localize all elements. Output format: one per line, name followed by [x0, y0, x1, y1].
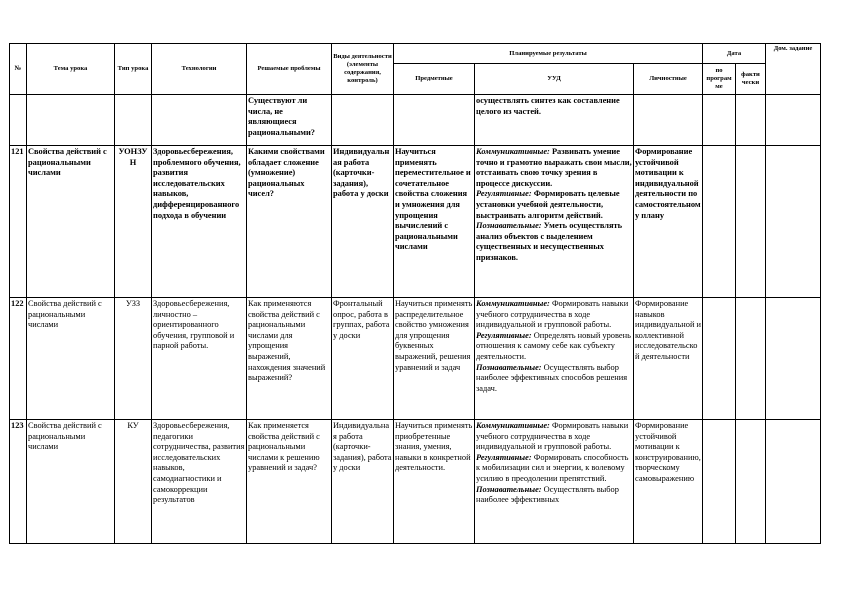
- personal-cell: Формирование устойчивой мотивации к индивидуальной деятельности по самостоятельному плану: [634, 146, 703, 298]
- problems-cell: Как применяются свойства действий с рациональными числами для упрощения выражений, нахождения значений выражений?: [247, 298, 332, 420]
- activity-cell: Индивидуальная работа (карточки-задания), работа у доски: [332, 146, 394, 298]
- row-number: 122: [10, 298, 27, 420]
- problems-cell: Как применяется свойства действий с рациональными числами к решению уравнений и задач?: [247, 420, 332, 544]
- header-fact: факти чески: [736, 64, 766, 95]
- table-row: [10, 146, 821, 298]
- personal-cell: Формирование устойчивой мотивации к конструированию, творческому самовыражению: [634, 420, 703, 544]
- header-num: №: [10, 44, 27, 95]
- activity-cell: Индивидуальная работа (карточки-задания), работа у доски: [332, 420, 394, 544]
- header-tech: Технологии: [152, 44, 247, 95]
- row-number: 123: [10, 420, 27, 544]
- tech-cell: Здоровьесбережения, педагогики сотрудничества, развития исследовательских навыков, самодиагностики и самокоррекции результатов: [152, 420, 247, 544]
- header-row-1: [10, 44, 821, 64]
- header-uud: УУД: [475, 64, 634, 95]
- topic-cell: Свойства действий с рациональными числами: [27, 298, 115, 420]
- header-personal: Личностные: [634, 64, 703, 95]
- header-subject: Предметные: [394, 64, 475, 95]
- uud-cell: Коммуникативные: Формировать навыки учебного сотрудничества в ходе индивидуальной и групповой работы. Регулятивные: Формировать способность к мобилизации сил и энергии, к волевому усилию в преодолении препятствий. Познавательные: Осуществлять выбор наиболее эффективных: [475, 420, 634, 544]
- uud-cell: Коммуникативные: Формировать навыки учебного сотрудничества в ходе индивидуальной и групповой работы. Регулятивные: Определять новый уровень отношения к самому себе как субъекту деятельности. Познавательные: Осуществлять выбор наиболее эффективных способов решения задач.: [475, 298, 634, 420]
- subject-cell: Научиться применять распределительное свойство умножения для упрощения буквенных выражений, решения уравнений и задач: [394, 298, 475, 420]
- topic-cell: Свойства действий с рациональными числами: [27, 420, 115, 544]
- table-row: [10, 420, 821, 544]
- header-plan: по програм ме: [703, 64, 736, 95]
- header-activity: Виды деятельности (элементы содержания, контроль): [332, 44, 394, 95]
- topic-cell: Свойства действий с рациональными числами: [27, 146, 115, 298]
- problems-cell: Какими свойствами обладает сложение (умножение) рациональных чисел?: [247, 146, 332, 298]
- type-cell: УОНЗУ Н: [115, 146, 152, 298]
- header-problems: Решаемые проблемы: [247, 44, 332, 95]
- tech-cell: Здоровьесбережения, проблемного обучения, развития исследовательских навыков, дифференцированного подхода в обучении: [152, 146, 247, 298]
- problems-cell: Существуют ли числа, не являющиеся рациональными?: [247, 95, 332, 146]
- header-homework: Дом. задание: [766, 44, 821, 95]
- header-topic: Тема урока: [27, 44, 115, 95]
- activity-cell: Фронтальный опрос, работа в группах, работа у доски: [332, 298, 394, 420]
- header-planned: Планируемые результаты: [394, 44, 703, 64]
- header-date: Дата: [703, 44, 766, 64]
- subject-cell: Научиться применять приобретенные знания, умения, навыки в конкретной деятельности.: [394, 420, 475, 544]
- tech-cell: Здоровьесбережения, личностно – ориентированного обучения, групповой и парной работы.: [152, 298, 247, 420]
- lesson-plan-table: [9, 43, 821, 544]
- header-type: Тип урока: [115, 44, 152, 95]
- table-row: [10, 298, 821, 420]
- row-number: 121: [10, 146, 27, 298]
- subject-cell: Научиться применять переместительное и сочетательное свойства сложения и умножения для упрощения вычислений с рациональными числами: [394, 146, 475, 298]
- type-cell: УЗЗ: [115, 298, 152, 420]
- personal-cell: Формирование навыков индивидуальной и коллективной исследовательской деятельности: [634, 298, 703, 420]
- type-cell: КУ: [115, 420, 152, 544]
- uud-cell: осуществлять синтез как составление целого из частей.: [475, 95, 634, 146]
- uud-cell: Коммуникативные: Развивать умение точно и грамотно выражать свои мысли, отстаивать свою точку зрения в процессе дискуссии. Регулятивные: Формировать целевые установки учебной деятельности, выстраивать алгоритм действий. Познавательные: Уметь осуществлять анализ объектов с выделением существенных и несущественных признаков.: [475, 146, 634, 298]
- continuation-row: [10, 95, 821, 146]
